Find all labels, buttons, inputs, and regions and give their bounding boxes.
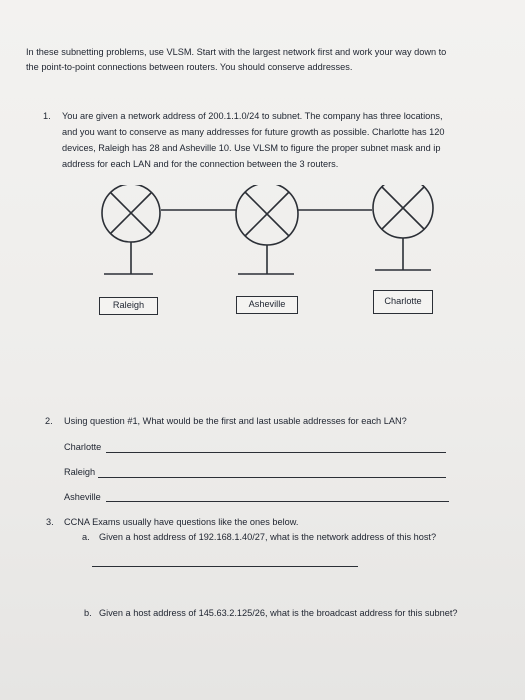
answer-line-charlotte[interactable]: [106, 452, 446, 453]
question-1-number: 1.: [43, 111, 51, 121]
answer-label-asheville: Asheville: [64, 492, 101, 502]
question-3a-text: Given a host address of 192.168.1.40/27, what is the network address of this host?: [99, 532, 437, 542]
label-asheville: Asheville: [236, 296, 298, 314]
router-raleigh-icon: [102, 185, 160, 274]
question-3a-marker: a.: [82, 532, 90, 542]
label-charlotte: Charlotte: [373, 290, 433, 314]
answer-label-charlotte: Charlotte: [64, 442, 102, 452]
router-charlotte-icon: [373, 185, 433, 270]
question-3-text: CCNA Exams usually have questions like the ones below.: [64, 517, 299, 527]
question-2-number: 2.: [45, 416, 53, 426]
question-2-text: Using question #1, What would be the first and last usable addresses for each LAN?: [64, 416, 407, 426]
question-1-line-2: and you want to conserve as many addresses for future growth as possible. Charlotte has 120: [62, 127, 445, 137]
answer-line-3a[interactable]: [92, 566, 358, 567]
network-diagram: [0, 185, 525, 275]
intro-line-2: the point-to-point connections between routers. You should conserve addresses.: [26, 62, 353, 72]
label-raleigh: Raleigh: [99, 297, 158, 315]
answer-label-raleigh: Raleigh: [64, 467, 96, 477]
router-asheville-icon: [236, 185, 298, 274]
intro-line-1: In these subnetting problems, use VLSM. Start with the largest network first and work your way down to: [26, 47, 447, 57]
question-1-line-4: address for each LAN and for the connection between the 3 routers.: [62, 159, 339, 169]
question-1-line-1: You are given a network address of 200.1.1.0/24 to subnet. The company has three locations,: [62, 111, 443, 121]
question-3b-text: Given a host address of 145.63.2.125/26, what is the broadcast address for this subnet?: [99, 608, 458, 618]
question-3b-marker: b.: [84, 608, 92, 618]
answer-line-asheville[interactable]: [106, 501, 449, 502]
question-1-line-3: devices, Raleigh has 28 and Asheville 10. Use VLSM to figure the proper subnet mask and ip: [62, 143, 441, 153]
answer-line-raleigh[interactable]: [98, 477, 446, 478]
question-3-number: 3.: [46, 517, 54, 527]
